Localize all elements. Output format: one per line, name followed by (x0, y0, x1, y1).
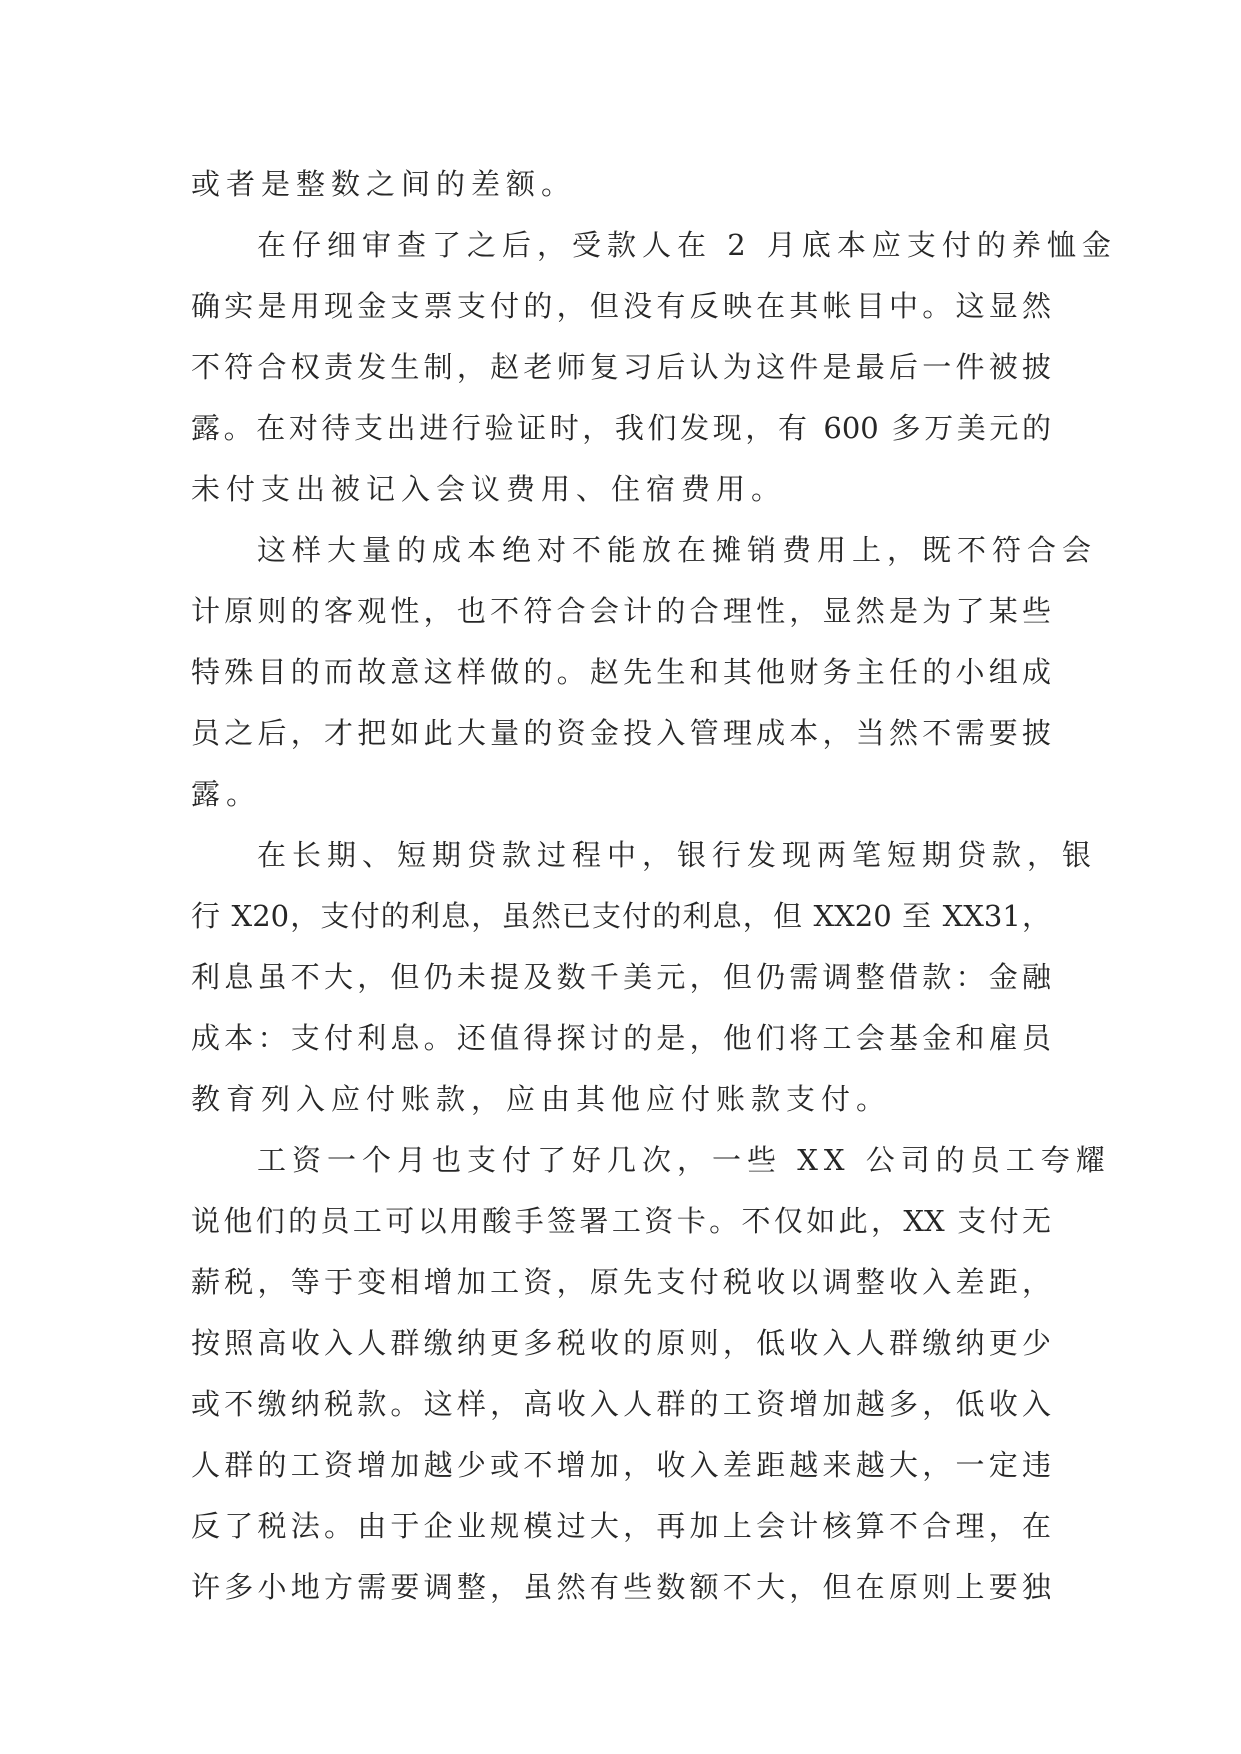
text-line: 按照高收入人群缴纳更多税收的原则，低收入人群缴纳更少 (191, 1326, 1051, 1360)
document-body (191, 154, 1117, 1618)
text-line: 露。在对待支出进行验证时，我们发现，有 600 多万美元的 (191, 411, 1051, 445)
paragraph-first-line: 在长期、短期贷款过程中，银行发现两笔短期贷款，银 (257, 838, 1098, 872)
text-line: 或不缴纳税款。这样，高收入人群的工资增加越多，低收入 (191, 1387, 1051, 1421)
text-line: 特殊目的而故意这样做的。赵先生和其他财务主任的小组成 (191, 655, 1051, 689)
text-line: 教育列入应付账款，应由其他应付账款支付。 (191, 1082, 892, 1116)
paragraph-first-line: 工资一个月也支付了好几次，一些 XX 公司的员工夸耀 (257, 1143, 1111, 1177)
paragraph-first-line: 这样大量的成本绝对不能放在摊销费用上，既不符合会 (257, 533, 1098, 567)
text-line: 或者是整数之间的差额。 (191, 167, 577, 201)
text-line: 行 X20，支付的利息，虽然已支付的利息，但 XX20 至 XX31， (191, 899, 1051, 933)
paragraph-first-line: 在仔细审查了之后，受款人在 2 月底本应支付的养恤金 (257, 228, 1117, 262)
text-line: 未付支出被记入会议费用、住宿费用。 (191, 472, 787, 506)
text-line: 许多小地方需要调整，虽然有些数额不大，但在原则上要独 (191, 1570, 1051, 1604)
text-line: 计原则的客观性，也不符合会计的合理性，显然是为了某些 (191, 594, 1051, 628)
text-line: 露。 (191, 777, 262, 811)
text-line: 说他们的员工可以用酸手签署工资卡。不仅如此，XX 支付无 (191, 1204, 1051, 1238)
text-line: 员之后，才把如此大量的资金投入管理成本，当然不需要披 (191, 716, 1051, 750)
text-line: 人群的工资增加越少或不增加，收入差距越来越大，一定违 (191, 1448, 1051, 1482)
text-line: 反了税法。由于企业规模过大，再加上会计核算不合理，在 (191, 1509, 1051, 1543)
text-line: 利息虽不大，但仍未提及数千美元，但仍需调整借款：金融 (191, 960, 1051, 994)
text-line: 成本：支付利息。还值得探讨的是，他们将工会基金和雇员 (191, 1021, 1051, 1055)
text-line: 确实是用现金支票支付的，但没有反映在其帐目中。这显然 (191, 289, 1051, 323)
text-line: 不符合权责发生制，赵老师复习后认为这件是最后一件被披 (191, 350, 1051, 384)
text-line: 薪税，等于变相增加工资，原先支付税收以调整收入差距， (191, 1265, 1051, 1299)
